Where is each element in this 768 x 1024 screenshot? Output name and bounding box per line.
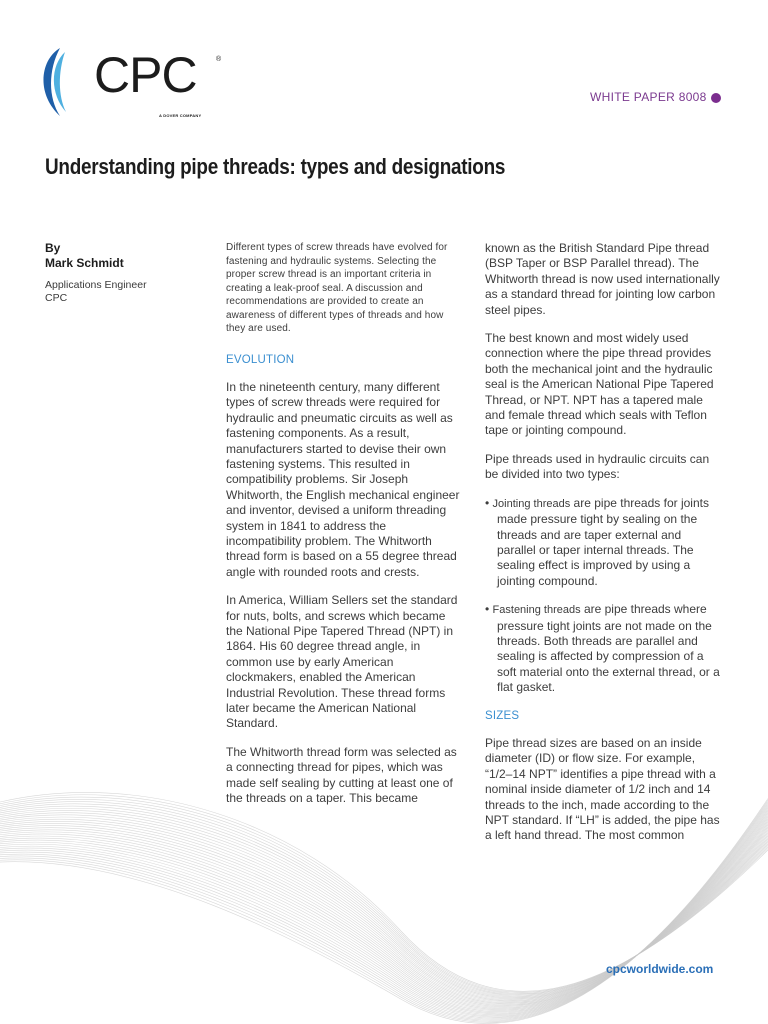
logo-subtext: A DOVER COMPANY <box>159 113 202 118</box>
author-name: Mark Schmidt <box>45 256 124 270</box>
registered-mark: ® <box>216 56 222 63</box>
author-by: By <box>45 241 61 255</box>
body-paragraph: The Whitworth thread form was selected as a connecting thread for pipes, which was made self sealing by cutting at least one of the threads on a taper. This became <box>226 744 457 806</box>
body-paragraph: Pipe threads used in hydraulic circuits can be divided into two types: <box>485 451 710 482</box>
bullet-marker: • <box>485 495 490 510</box>
cpc-logo <box>38 42 228 120</box>
text-column-2 <box>485 241 721 857</box>
logo-wordmark: CPC <box>94 47 197 103</box>
page-title: Understanding pipe threads: types and designations <box>45 154 506 179</box>
bullet-text: are pipe threads for joints made pressure tight by sealing on the threads and are taper external and parallel or taper internal threads. The sealing effect is improved by using a jointing compound. <box>497 495 709 588</box>
body-paragraph: In the nineteenth century, many different types of screw threads were required for hydraulic and pneumatic circuits as well as fastening components. As a result, manufacturers started to devise their own fastening systems. This resulted in compatibility problems. Sir Joseph Whitworth, the English mechanical engineer and inventor, devised a uniform threading system in 1841 to address the incompatibility problem. The Whitworth thread form is based on a 55 degree thread angle with rounded roots and crests. <box>226 379 460 579</box>
section-heading-sizes: SIZES <box>485 709 520 722</box>
body-paragraph: In America, William Sellers set the standard for nuts, bolts, and screws which became the National Pipe Tapered Thread (NPT) in 1864. His 60 degree thread angle, in common use by early American clockmakers, enabled the American Industrial Revolution. These thread forms later became the American National Standard. <box>226 593 458 731</box>
decorative-wave-lines <box>0 780 768 1024</box>
white-paper-label: WHITE PAPER 8008 <box>590 90 707 104</box>
bullet-text: are pipe threads where pressure tight joints are not made on the threads. Both threads are parallel and sealing is affected by compression of a soft material onto the external thread, or a flat gasket. <box>497 602 720 695</box>
purple-dot-icon <box>711 93 721 103</box>
intro-paragraph: Different types of screw threads have evolved for fastening and hydraulic systems. Selecting the proper screw thread is an important criteria in creating a leak-proof seal. A discussion and recommendations are provided to create an awareness of different types of threads and how they are used. <box>226 242 448 334</box>
bullet-item <box>485 496 721 589</box>
footer-website-link[interactable]: cpcworldwide.com <box>606 962 714 976</box>
author-role: Applications Engineer <box>45 279 147 291</box>
bullet-term: Fastening threads <box>492 604 581 617</box>
body-paragraph: Pipe thread sizes are based on an inside diameter (ID) or flow size. For example, “1/2–14 NPT” identifies a pipe thread with a nominal inside diameter of 1/2 inch and 14 threads to the inch, made according to the NPT standard. If “LH” is added, the pipe has a left hand thread. The most common <box>485 735 720 843</box>
author-org: CPC <box>45 292 68 304</box>
bullet-item <box>485 602 721 695</box>
text-column-1 <box>226 241 462 819</box>
body-paragraph: known as the British Standard Pipe thread (BSP Taper or BSP Parallel thread). The Whitworth thread is now used internationally as a standard thread for jointing low carbon steel pipes. <box>485 241 720 317</box>
bullet-term: Jointing threads <box>492 497 571 510</box>
author-block <box>45 241 195 305</box>
section-heading-evolution: EVOLUTION <box>226 353 295 366</box>
body-paragraph: The best known and most widely used connection where the pipe thread provides both the mechanical joint and the hydraulic seal is the American National Pipe Tapered Thread, or NPT. NPT has a tapered male and female thread which seals with Teflon tape or jointing compound. <box>485 331 714 438</box>
bullet-marker: • <box>485 602 490 617</box>
